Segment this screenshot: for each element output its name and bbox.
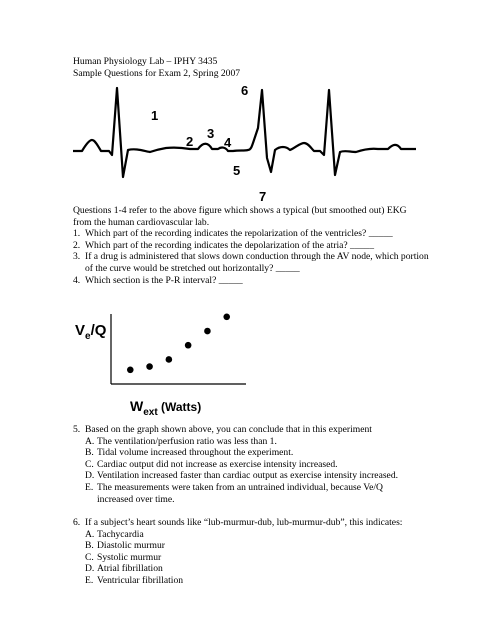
- option-text: The measurements were taken from an untrained individual, because Ve/Q increased over time.: [97, 481, 383, 505]
- ekg-label-4: 4: [224, 135, 232, 150]
- answer-option-b: [73, 447, 433, 459]
- question-number: 6.: [73, 517, 81, 528]
- ekg-figure: [0, 80, 495, 205]
- option-letter: A.: [85, 435, 95, 447]
- option-text: Ventricular fibrillation: [97, 574, 184, 586]
- question-number: 4.: [73, 274, 81, 286]
- question-number: 2.: [73, 239, 81, 251]
- questions-1-4: [73, 205, 433, 286]
- answer-option-d: [73, 563, 433, 575]
- option-text: Tachycardia: [97, 528, 144, 540]
- option-letter: B.: [85, 447, 94, 459]
- answer-option-a: [73, 436, 433, 448]
- answer-option-c: [73, 459, 433, 471]
- option-text: The ventilation/perfusion ratio was less than 1.: [97, 435, 277, 447]
- option-letter: B.: [85, 540, 94, 552]
- ylabel-rest: /Q: [90, 322, 107, 339]
- chart-xlabel: [130, 398, 201, 418]
- answer-option-a: [73, 529, 433, 541]
- answer-option-e: [73, 482, 433, 505]
- question-6: [73, 517, 433, 587]
- question-1: [73, 228, 433, 240]
- option-letter: C.: [85, 458, 94, 470]
- ekg-label-7: 7: [259, 189, 267, 204]
- ve-q-scatter-chart: [0, 300, 495, 420]
- option-text: Cardiac output did not increase as exercise intensity increased.: [97, 458, 338, 470]
- question-number: 1.: [73, 228, 81, 240]
- answer-option-b: [73, 540, 433, 552]
- option-text: Tidal volume increased throughout the experiment.: [97, 447, 294, 459]
- question-text: Which section is the P-R interval? _____: [85, 274, 243, 286]
- scatter-points: [127, 314, 230, 374]
- option-letter: A.: [85, 528, 95, 540]
- question-stem: Based on the graph shown above, you can conclude that in this experiment: [85, 424, 372, 435]
- option-text: Diastolic murmur: [97, 540, 165, 552]
- scatter-point-1: [127, 366, 134, 373]
- option-letter: D.: [85, 470, 95, 482]
- scatter-point-4: [185, 342, 192, 349]
- ekg-label-2: 2: [186, 134, 194, 149]
- question-text: If a drug is administered that slows down conduction through the AV node, which portion of the curve would be stretched out horizontally? _____: [85, 251, 429, 274]
- questions-intro-line-2: from the human cardiovascular lab.: [73, 216, 210, 228]
- ekg-label-3: 3: [207, 126, 215, 141]
- ekg-trace: [73, 88, 416, 177]
- ekg-label-5: 5: [233, 163, 241, 178]
- question-5: [73, 424, 433, 505]
- option-text: Ventilation increased faster than cardiac output as exercise intensity increased.: [97, 470, 399, 482]
- xlabel-sub: ext: [143, 407, 158, 418]
- header-line-2: Sample Questions for Exam 2, Spring 2007: [73, 68, 241, 79]
- question-4: [73, 275, 433, 287]
- answer-option-e: [73, 575, 433, 587]
- scatter-point-6: [223, 314, 230, 321]
- xlabel-main: W: [130, 398, 144, 414]
- question-text: Which part of the recording indicates the depolarization of the atria? _____: [85, 239, 375, 251]
- question-text: Which part of the recording indicates the repolarization of the ventricles? _____: [85, 228, 393, 240]
- question-stem: If a subject’s heart sounds like “lub-murmur-dub, lub-murmur-dub”, this indicates:: [85, 517, 403, 528]
- answer-option-c: [73, 552, 433, 564]
- option-letter: D.: [85, 563, 95, 575]
- ekg-label-6: 6: [241, 83, 249, 98]
- xlabel-rest: (Watts): [157, 400, 202, 414]
- question-number: 5.: [73, 424, 81, 435]
- scatter-point-5: [204, 328, 211, 335]
- option-text: Atrial fibrillation: [97, 563, 163, 575]
- chart-ylabel: [75, 322, 107, 342]
- option-text: Systolic murmur: [97, 551, 162, 563]
- question-2: [73, 240, 433, 252]
- ylabel-sub: e: [85, 331, 91, 342]
- option-letter: E.: [85, 481, 94, 493]
- answer-option-d: [73, 470, 433, 482]
- option-letter: E.: [85, 574, 94, 586]
- scatter-point-3: [166, 356, 173, 363]
- scatter-point-2: [146, 363, 153, 370]
- question-number: 3.: [73, 251, 81, 263]
- ekg-label-1: 1: [151, 108, 159, 123]
- option-letter: C.: [85, 551, 94, 563]
- question-3: [73, 251, 433, 274]
- questions-intro-line-1: Questions 1-4 refer to the above figure which shows a typical (but smoothed out) EKG: [73, 205, 407, 216]
- header-line-1: Human Physiology Lab – IPHY 3435: [73, 56, 218, 67]
- ylabel-main: V: [75, 322, 86, 339]
